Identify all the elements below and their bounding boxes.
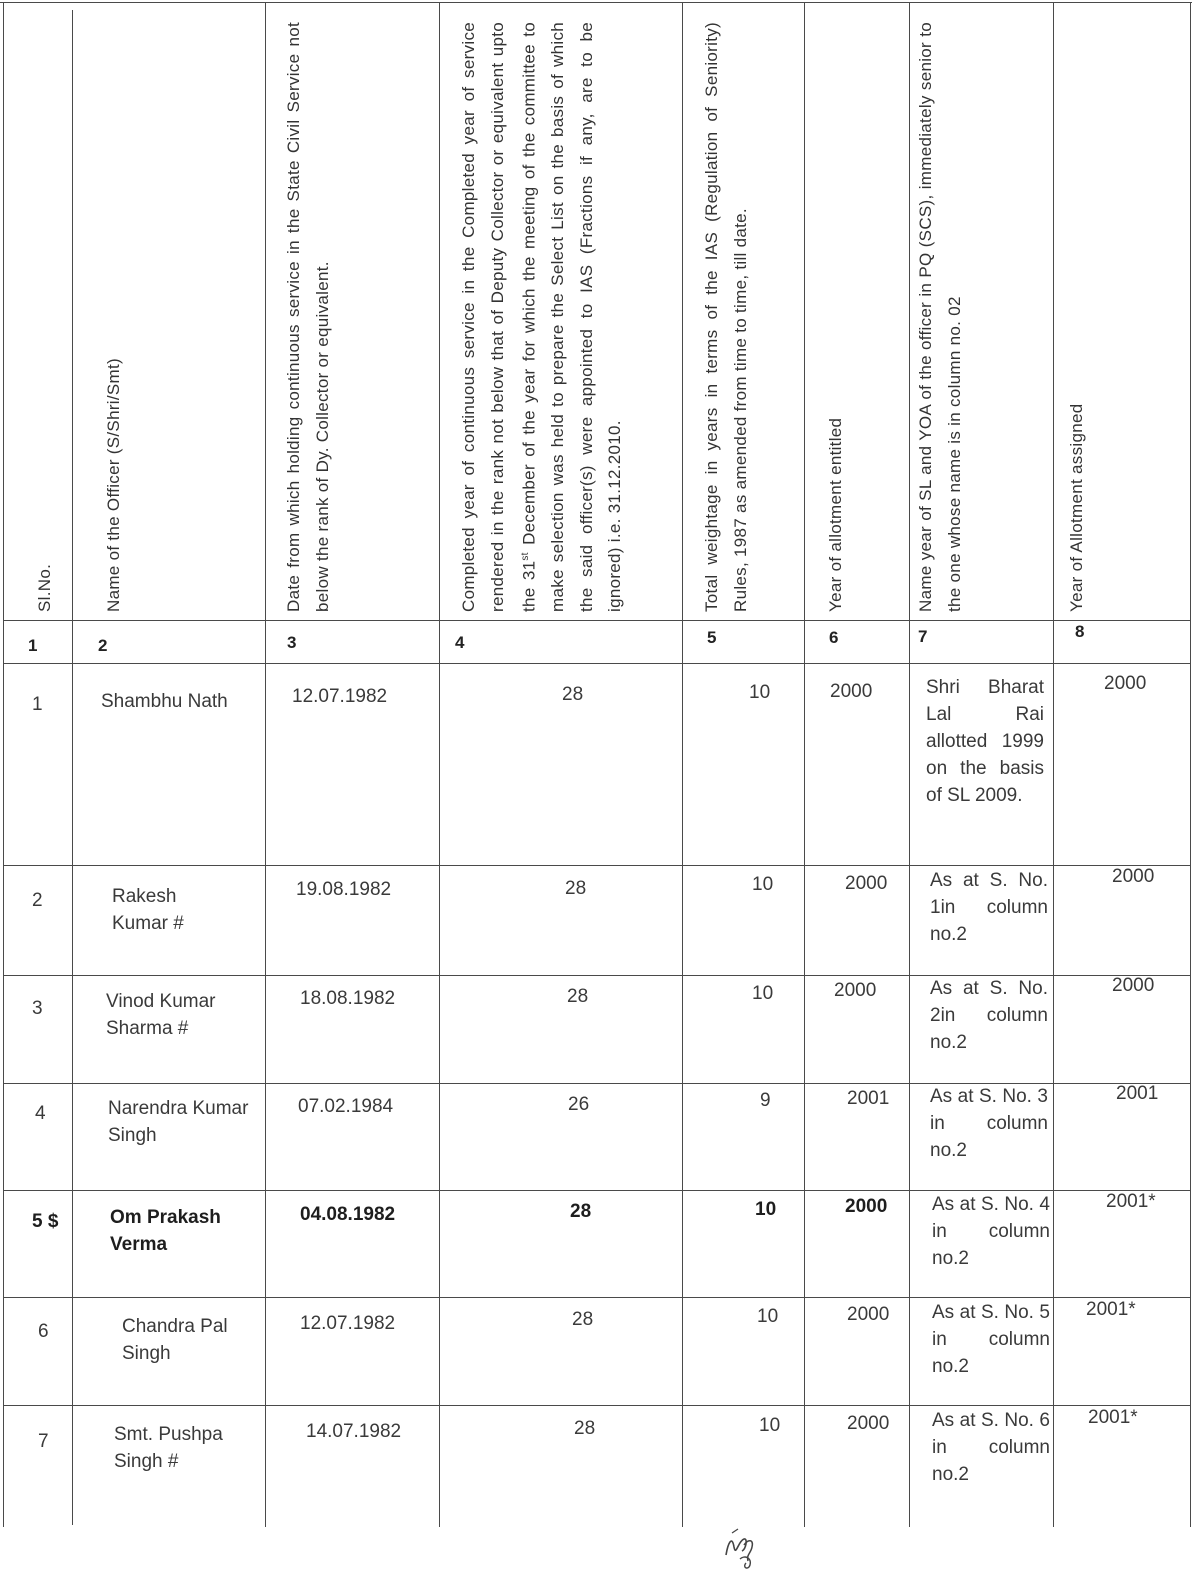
row-sl: 3 [32,998,43,1019]
row-allotment-entitled: 2000 [847,1413,890,1434]
header-total-weightage: Total weightage in years in terms of the IAS (Regulation of Seniority) Rules, 1987 as amended from time to time, till date. [702,22,750,612]
row-allotment-assigned: 2001* [1088,1407,1138,1428]
column-number-row-divider [3,663,1190,664]
row-allotment-entitled: 2000 [845,873,888,894]
header-allotment-entitled: Year of allotment entitled [826,417,845,612]
header-completed-years-text-cont: December of the year for which the meeting of the committee to make selection was held to prepare the Select List on the basis of which the said officer(s) were appointed to IAS (Fractions if any, are to be ignored) i.e. 31.12.2010. [519,22,625,612]
row-weightage: 9 [760,1090,771,1111]
column-divider [439,2,440,1527]
header-completed-years [455,22,630,612]
row-completed-years: 28 [570,1201,592,1222]
header-superscript: st [520,552,531,561]
row-senior-officer: As at S. No. 3 in column no.2 [930,1086,1048,1161]
row-sl: 7 [38,1431,49,1452]
row-sl: 4 [35,1103,46,1124]
column-divider [682,2,683,1527]
row-officer-name: Chandra Pal Singh [122,1316,228,1364]
row-sl: 2 [32,890,43,911]
table-left-border [3,2,4,1527]
row-weightage: 10 [752,874,774,895]
row-service-date: 07.02.1984 [298,1096,394,1117]
row-weightage: 10 [755,1199,777,1220]
row-senior-officer: As at S. No. 5 in column no.2 [932,1302,1050,1377]
row-allotment-entitled: 2000 [845,1196,888,1217]
row-sl: 1 [32,694,43,715]
row-officer-name: Smt. Pushpa Singh # [114,1424,223,1472]
row-service-date: 18.08.1982 [300,988,396,1009]
row-officer-name: Om Prakash Verma [110,1207,221,1255]
row-senior-officer: As at S. No. 1in column no.2 [930,870,1048,945]
row-weightage: 10 [752,983,774,1004]
row-completed-years: 28 [574,1418,596,1439]
row-sl: 6 [38,1321,49,1342]
header-completed-years-text: Completed year of continuous service in the Completed year of service rendered in the rank not below that of Deputy Collector or equivalent upto the 31 [459,22,539,612]
row-officer-name: Narendra Kumar Singh [108,1098,249,1146]
row-completed-years: 28 [562,684,584,705]
row-completed-years: 28 [565,878,587,899]
row-officer-name: Shambhu Nath [101,691,228,712]
row-sl: 5 $ [32,1211,59,1232]
row-allotment-assigned: 2001 [1116,1083,1159,1104]
header-senior-officer: Name year of SL and YOA of the officer in PQ (SCS), immediately senior to the one whose name is in column no. 02 [916,22,964,612]
row-weightage: 10 [759,1415,781,1436]
row-officer-name: Rakesh Kumar # [112,886,184,934]
row-completed-years: 26 [568,1094,590,1115]
row-senior-officer: As at S. No. 4 in column no.2 [932,1194,1050,1269]
header-sl-no: Sl.No. [35,563,54,612]
row-divider [3,865,1190,866]
column-number-8: 8 [1075,622,1085,641]
row-allotment-entitled: 2000 [830,681,873,702]
row-allotment-entitled: 2001 [847,1088,890,1109]
header-officer-name: Name of the Officer (S/Shri/Smt) [104,358,123,612]
header-allotment-assigned: Year of Allotment assigned [1067,403,1086,612]
column-divider [1053,2,1054,1527]
column-number-4: 4 [455,633,465,652]
row-allotment-assigned: 2000 [1104,673,1147,694]
row-divider [3,1297,1190,1298]
row-allotment-assigned: 2001* [1106,1191,1156,1212]
column-number-1: 1 [28,636,38,655]
row-service-date: 04.08.1982 [300,1204,396,1225]
header-service-date: Date from which holding continuous service in the State Civil Service not below the rank of Dy. Collector or equivalent. [284,22,332,612]
row-service-date: 14.07.1982 [306,1421,402,1442]
column-number-3: 3 [287,633,297,652]
row-service-date: 19.08.1982 [296,879,392,900]
column-number-5: 5 [707,628,717,647]
column-divider [804,2,805,1527]
column-number-7: 7 [918,627,928,646]
row-service-date: 12.07.1982 [292,686,388,707]
row-senior-officer: Shri Bharat Lal Rai allotted 1999 on the basis of SL 2009. [926,677,1044,806]
row-officer-name: Vinod Kumar Sharma # [106,991,216,1039]
column-number-6: 6 [829,628,839,647]
row-allotment-assigned: 2000 [1112,975,1155,996]
column-divider [265,2,266,1527]
row-allotment-entitled: 2000 [834,980,877,1001]
signature-initials [718,1525,768,1573]
column-number-2: 2 [98,636,108,655]
table-right-border [1190,2,1191,1527]
row-allotment-entitled: 2000 [847,1304,890,1325]
row-senior-officer: As at S. No. 6 in column no.2 [932,1410,1050,1485]
row-allotment-assigned: 2001* [1086,1299,1136,1320]
row-completed-years: 28 [572,1309,594,1330]
row-completed-years: 28 [567,986,589,1007]
row-weightage: 10 [749,682,771,703]
row-weightage: 10 [757,1306,779,1327]
row-divider [3,1405,1190,1406]
row-senior-officer: As at S. No. 2in column no.2 [930,978,1048,1053]
column-divider [909,2,910,1527]
header-row-divider [3,620,1190,621]
row-allotment-assigned: 2000 [1112,866,1155,887]
row-service-date: 12.07.1982 [300,1313,396,1334]
table-top-border [0,2,1192,3]
